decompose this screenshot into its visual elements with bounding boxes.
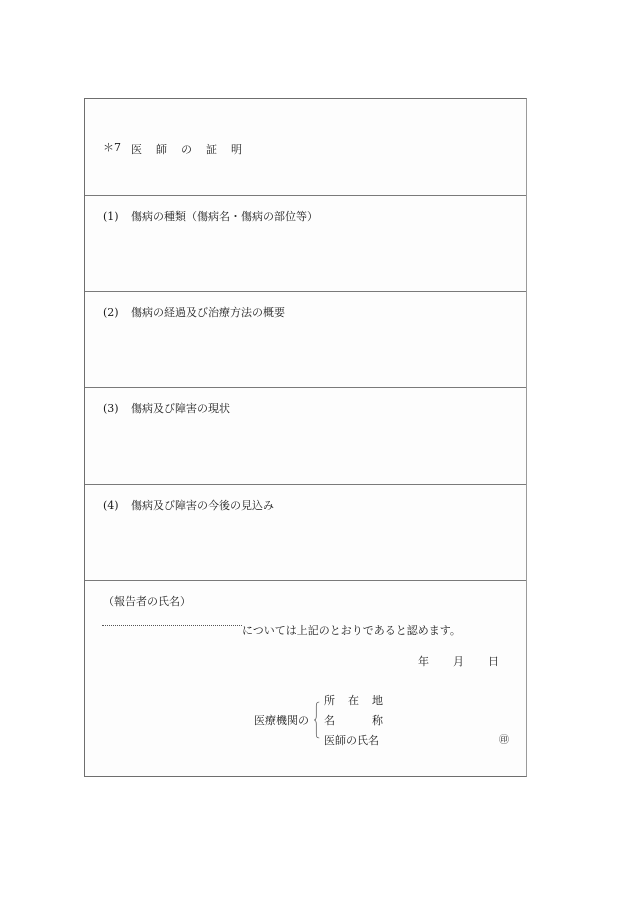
title-char: 証	[206, 143, 217, 156]
section-number: (2)	[103, 306, 119, 319]
date-day-label: 日	[488, 655, 499, 668]
section-label: 傷病及び障害の現状	[131, 402, 230, 415]
date-year-label: 年	[418, 655, 429, 668]
certification-statement: については上記のとおりであると認めます。	[242, 624, 461, 637]
section-label: 傷病の経過及び治療方法の概要	[131, 306, 285, 319]
item-mark: ＊7	[103, 141, 121, 154]
section-injury-type[interactable]	[85, 196, 526, 292]
section-number: (3)	[103, 402, 119, 415]
section-label: 傷病の種類（傷病名・傷病の部位等）	[131, 210, 318, 223]
address-label-char: 地	[372, 694, 383, 707]
section-number: (1)	[103, 210, 119, 223]
section-prognosis[interactable]	[85, 485, 526, 581]
section-number: (4)	[103, 499, 119, 512]
curly-brace-icon	[314, 695, 320, 745]
header-row	[85, 99, 526, 196]
reporter-name-field[interactable]	[102, 625, 242, 626]
seal-icon: ㊞	[499, 735, 509, 746]
section-current-status[interactable]	[85, 388, 526, 485]
name-label-char: 称	[372, 714, 383, 727]
title-char: 師	[156, 143, 167, 156]
date-month-label: 月	[453, 655, 464, 668]
address-label-char: 在	[348, 694, 359, 707]
doctor-name-label: 医師の氏名	[324, 734, 379, 747]
title-char: の	[181, 143, 192, 156]
name-label-char: 名	[324, 714, 335, 727]
institution-prefix: 医療機関の	[254, 714, 309, 727]
section-label: 傷病及び障害の今後の見込み	[131, 499, 274, 512]
doctor-certification-form	[84, 98, 527, 777]
reporter-name-label: （報告者の氏名）	[103, 595, 191, 608]
address-label-char: 所	[324, 694, 335, 707]
title-char: 明	[231, 143, 242, 156]
title-char: 医	[131, 143, 142, 156]
certification-section	[85, 581, 526, 778]
section-treatment-summary[interactable]	[85, 292, 526, 388]
